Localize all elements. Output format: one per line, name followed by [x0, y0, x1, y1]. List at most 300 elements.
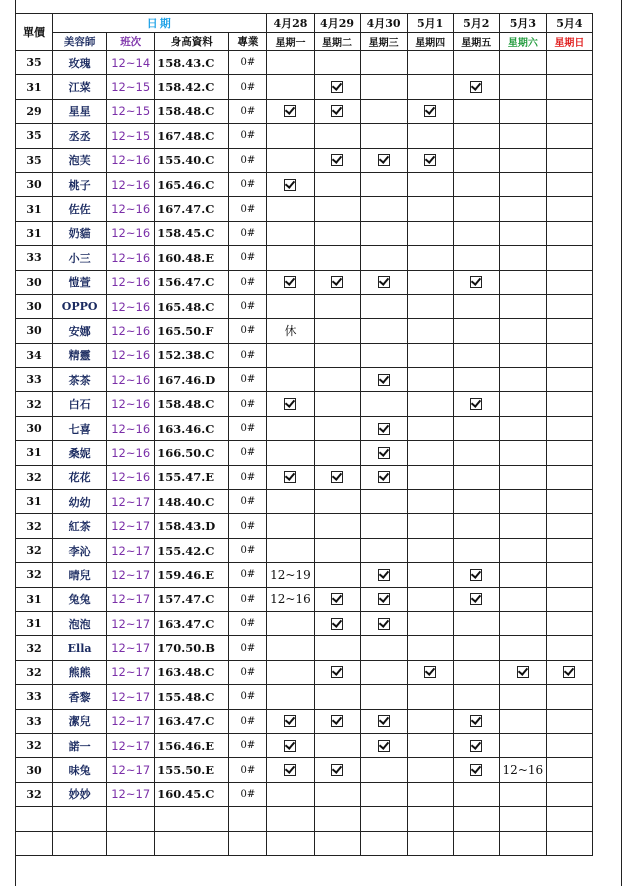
day-cell [314, 733, 360, 757]
day-cell [267, 465, 314, 489]
day-cell [407, 148, 453, 172]
table-row [16, 807, 593, 831]
day-cell [546, 465, 592, 489]
stylist-name-cell: 佐佐 [53, 197, 107, 221]
price-cell: 31 [16, 75, 53, 99]
weekday-header: 星期四 [407, 33, 453, 51]
day-cell [499, 246, 546, 270]
day-cell [407, 270, 453, 294]
checked-box-icon [284, 398, 296, 410]
day-cell [314, 246, 360, 270]
day-cell [314, 514, 360, 538]
body-data-cell: 157.47.C [155, 587, 229, 611]
day-cell [453, 733, 499, 757]
class-cell: 12~16 [107, 172, 155, 196]
class-cell: 12~16 [107, 197, 155, 221]
table-row [16, 782, 593, 806]
day-cell [499, 51, 546, 75]
price-cell: 32 [16, 782, 53, 806]
day-cell [453, 246, 499, 270]
class-cell: 12~16 [107, 392, 155, 416]
price-cell: 30 [16, 172, 53, 196]
class-cell: 12~17 [107, 490, 155, 514]
checked-box-icon [563, 666, 575, 678]
day-cell [499, 807, 546, 831]
day-cell [499, 270, 546, 294]
checked-box-icon [284, 105, 296, 117]
price-cell: 35 [16, 51, 53, 75]
spec-cell: 0# [229, 782, 267, 806]
price-cell: 32 [16, 392, 53, 416]
day-cell [546, 246, 592, 270]
day-cell [453, 563, 499, 587]
day-cell [267, 124, 314, 148]
day-cell [360, 758, 407, 782]
day-cell [267, 197, 314, 221]
spec-cell: 0# [229, 99, 267, 123]
body-data-cell: 160.48.E [155, 246, 229, 270]
day-cell [546, 538, 592, 562]
day-cell [453, 221, 499, 245]
day-cell [360, 392, 407, 416]
stylist-name-cell: 李沁 [53, 538, 107, 562]
spec-cell: 0# [229, 660, 267, 684]
day-cell [360, 465, 407, 489]
day-cell [360, 636, 407, 660]
day-cell [453, 538, 499, 562]
day-cell [360, 319, 407, 343]
spec-cell: 0# [229, 270, 267, 294]
day-cell [407, 465, 453, 489]
day-cell [499, 611, 546, 635]
day-cell [267, 270, 314, 294]
day-cell [314, 636, 360, 660]
day-cell: 休 [267, 319, 314, 343]
checked-box-icon [470, 398, 482, 410]
day-cell [407, 246, 453, 270]
day-cell [314, 831, 360, 855]
class-header: 班次 [107, 33, 155, 51]
day-cell [546, 441, 592, 465]
day-cell [407, 416, 453, 440]
price-cell: 30 [16, 758, 53, 782]
day-cell [267, 807, 314, 831]
checked-box-icon [331, 715, 343, 727]
day-cell [267, 392, 314, 416]
table-row [16, 75, 593, 99]
spec-cell: 0# [229, 294, 267, 318]
table-row [16, 392, 593, 416]
class-cell: 12~17 [107, 587, 155, 611]
checked-box-icon [331, 618, 343, 630]
price-cell: 33 [16, 685, 53, 709]
body-data-cell: 170.50.B [155, 636, 229, 660]
day-cell [314, 99, 360, 123]
stylist-name-cell: Ella [53, 636, 107, 660]
day-cell [267, 368, 314, 392]
day-date-header: 5月4 [546, 14, 592, 33]
day-cell [407, 124, 453, 148]
day-cell [453, 368, 499, 392]
day-cell [546, 270, 592, 294]
spec-cell: 0# [229, 685, 267, 709]
stylist-name-cell: 精靈 [53, 343, 107, 367]
body-data-cell: 158.43.D [155, 514, 229, 538]
day-cell: 12~16 [267, 587, 314, 611]
day-cell [407, 392, 453, 416]
stylist-name-cell: 泡芙 [53, 148, 107, 172]
stylist-name-cell: 星星 [53, 99, 107, 123]
day-cell [267, 709, 314, 733]
day-cell [453, 514, 499, 538]
day-cell [546, 782, 592, 806]
weekday-header-saturday: 星期六 [499, 33, 546, 51]
spec-cell: 0# [229, 343, 267, 367]
price-cell: 32 [16, 636, 53, 660]
day-cell [267, 685, 314, 709]
body-data-cell: 152.38.C [155, 343, 229, 367]
price-cell [16, 807, 53, 831]
spec-cell: 0# [229, 172, 267, 196]
class-cell: 12~16 [107, 148, 155, 172]
day-cell [407, 514, 453, 538]
day-cell [267, 416, 314, 440]
spec-cell: 0# [229, 416, 267, 440]
body-data-cell: 167.46.D [155, 368, 229, 392]
table-row [16, 319, 593, 343]
price-cell: 32 [16, 733, 53, 757]
price-cell: 32 [16, 563, 53, 587]
checked-box-icon [378, 740, 390, 752]
checked-box-icon [284, 471, 296, 483]
day-cell [453, 490, 499, 514]
day-cell [407, 221, 453, 245]
checked-box-icon [470, 715, 482, 727]
day-cell [407, 807, 453, 831]
day-cell [407, 733, 453, 757]
class-cell: 12~16 [107, 465, 155, 489]
stylist-name-cell: 茶茶 [53, 368, 107, 392]
day-cell [267, 148, 314, 172]
class-cell: 12~17 [107, 636, 155, 660]
table-row [16, 587, 593, 611]
day-cell [314, 172, 360, 196]
stylist-name-cell: 泡泡 [53, 611, 107, 635]
price-header: 單價 [16, 14, 53, 51]
body-data-cell: 167.47.C [155, 197, 229, 221]
checked-box-icon [331, 154, 343, 166]
class-cell: 12~16 [107, 319, 155, 343]
day-cell [499, 441, 546, 465]
price-cell: 31 [16, 441, 53, 465]
table-row [16, 99, 593, 123]
day-cell [314, 807, 360, 831]
day-cell [546, 831, 592, 855]
price-cell: 33 [16, 368, 53, 392]
day-cell [546, 51, 592, 75]
day-cell [546, 660, 592, 684]
day-date-header: 5月2 [453, 14, 499, 33]
spec-cell: 0# [229, 75, 267, 99]
checked-box-icon [424, 666, 436, 678]
day-cell [546, 319, 592, 343]
day-cell [314, 685, 360, 709]
day-cell [453, 611, 499, 635]
checked-box-icon [517, 666, 529, 678]
day-cell [267, 831, 314, 855]
checked-box-icon [424, 154, 436, 166]
day-cell [499, 514, 546, 538]
stylist-name-cell: 七喜 [53, 416, 107, 440]
stylist-name-cell: 花花 [53, 465, 107, 489]
day-cell [499, 124, 546, 148]
price-cell: 32 [16, 514, 53, 538]
table-row [16, 636, 593, 660]
day-cell [499, 636, 546, 660]
day-cell [407, 709, 453, 733]
day-cell [499, 831, 546, 855]
weekday-header: 星期三 [360, 33, 407, 51]
weekday-header: 星期二 [314, 33, 360, 51]
day-cell [267, 172, 314, 196]
stylist-name-cell: 香黎 [53, 685, 107, 709]
day-date-header: 5月3 [499, 14, 546, 33]
day-cell [499, 75, 546, 99]
date-header: 日期 [53, 14, 267, 33]
day-cell [407, 587, 453, 611]
spec-cell: 0# [229, 733, 267, 757]
price-cell: 31 [16, 197, 53, 221]
stylist-name-cell: OPPO [53, 294, 107, 318]
day-cell [453, 294, 499, 318]
spec-header: 專業 [229, 33, 267, 51]
table-row [16, 246, 593, 270]
spec-cell: 0# [229, 587, 267, 611]
price-cell: 35 [16, 148, 53, 172]
day-cell [453, 660, 499, 684]
day-cell [407, 172, 453, 196]
day-cell: 12~16 [499, 758, 546, 782]
stylist-header: 美容師 [53, 33, 107, 51]
day-cell [360, 197, 407, 221]
day-cell [407, 197, 453, 221]
day-cell [546, 611, 592, 635]
checked-box-icon [470, 764, 482, 776]
day-cell [453, 465, 499, 489]
spec-cell: 0# [229, 441, 267, 465]
day-cell [453, 685, 499, 709]
day-cell [546, 685, 592, 709]
day-cell [360, 416, 407, 440]
day-cell [407, 831, 453, 855]
table-row [16, 221, 593, 245]
stylist-name-cell: 白石 [53, 392, 107, 416]
body-data-cell: 155.42.C [155, 538, 229, 562]
day-cell [499, 221, 546, 245]
body-data-cell: 165.46.C [155, 172, 229, 196]
class-cell: 12~15 [107, 75, 155, 99]
day-cell [546, 75, 592, 99]
day-cell [360, 124, 407, 148]
day-cell [546, 392, 592, 416]
day-cell [267, 221, 314, 245]
price-cell: 34 [16, 343, 53, 367]
stylist-name-cell: 愷萱 [53, 270, 107, 294]
day-cell [499, 416, 546, 440]
class-cell: 12~15 [107, 124, 155, 148]
stylist-name-cell [53, 831, 107, 855]
table-row [16, 563, 593, 587]
day-cell [407, 660, 453, 684]
day-cell [499, 709, 546, 733]
checked-box-icon [284, 715, 296, 727]
body-data-cell: 148.40.C [155, 490, 229, 514]
checked-box-icon [470, 740, 482, 752]
class-cell: 12~16 [107, 343, 155, 367]
day-cell [267, 246, 314, 270]
checked-box-icon [331, 81, 343, 93]
body-data-cell: 155.40.C [155, 148, 229, 172]
day-cell [360, 807, 407, 831]
checked-box-icon [331, 471, 343, 483]
class-cell: 12~15 [107, 99, 155, 123]
day-cell [546, 416, 592, 440]
day-cell [499, 538, 546, 562]
schedule-body [16, 51, 593, 856]
spec-cell: 0# [229, 392, 267, 416]
checked-box-icon [378, 715, 390, 727]
spec-cell: 0# [229, 709, 267, 733]
day-cell [314, 270, 360, 294]
table-row [16, 465, 593, 489]
stylist-name-cell: 晴兒 [53, 563, 107, 587]
body-data-cell: 159.46.E [155, 563, 229, 587]
spec-cell [229, 831, 267, 855]
checked-box-icon [378, 569, 390, 581]
day-cell [453, 392, 499, 416]
class-cell [107, 807, 155, 831]
day-cell [314, 490, 360, 514]
day-cell [546, 758, 592, 782]
table-row [16, 514, 593, 538]
day-date-header: 5月1 [407, 14, 453, 33]
day-cell [499, 587, 546, 611]
body-data-cell: 160.45.C [155, 782, 229, 806]
price-cell: 30 [16, 294, 53, 318]
day-cell [546, 172, 592, 196]
checked-box-icon [470, 569, 482, 581]
day-cell [499, 563, 546, 587]
body-data-cell: 165.48.C [155, 294, 229, 318]
day-cell [407, 319, 453, 343]
class-cell: 12~17 [107, 758, 155, 782]
day-cell [314, 563, 360, 587]
table-row [16, 733, 593, 757]
stylist-name-cell: 妙妙 [53, 782, 107, 806]
price-cell: 30 [16, 319, 53, 343]
checked-box-icon [378, 374, 390, 386]
spec-cell: 0# [229, 368, 267, 392]
checked-box-icon [284, 179, 296, 191]
day-cell [453, 75, 499, 99]
day-cell [314, 221, 360, 245]
body-data-cell: 155.48.C [155, 685, 229, 709]
body-data-cell: 163.46.C [155, 416, 229, 440]
day-cell [314, 343, 360, 367]
stylist-name-cell: 江菜 [53, 75, 107, 99]
body-data-cell: 163.47.C [155, 611, 229, 635]
day-cell [360, 490, 407, 514]
day-cell [267, 611, 314, 635]
day-cell [499, 368, 546, 392]
stylist-name-cell: 熊熊 [53, 660, 107, 684]
header-row-labels [16, 33, 593, 51]
checked-box-icon [424, 105, 436, 117]
day-cell [546, 368, 592, 392]
day-cell [360, 587, 407, 611]
spec-cell: 0# [229, 221, 267, 245]
day-cell [267, 782, 314, 806]
day-cell [499, 782, 546, 806]
checked-box-icon [378, 423, 390, 435]
price-cell: 31 [16, 490, 53, 514]
class-cell: 12~16 [107, 368, 155, 392]
day-cell [314, 660, 360, 684]
spec-cell: 0# [229, 758, 267, 782]
stylist-name-cell: 小三 [53, 246, 107, 270]
day-cell [453, 319, 499, 343]
class-cell: 12~17 [107, 660, 155, 684]
price-cell: 31 [16, 587, 53, 611]
stylist-name-cell [53, 807, 107, 831]
class-cell: 12~16 [107, 416, 155, 440]
table-row [16, 197, 593, 221]
day-date-header: 4月29 [314, 14, 360, 33]
class-cell: 12~17 [107, 538, 155, 562]
day-cell [360, 782, 407, 806]
day-cell [314, 319, 360, 343]
day-cell [407, 294, 453, 318]
day-cell [453, 441, 499, 465]
class-cell: 12~16 [107, 270, 155, 294]
stylist-name-cell: 味兔 [53, 758, 107, 782]
body-data-cell: 167.48.C [155, 124, 229, 148]
table-row [16, 51, 593, 75]
day-cell [360, 563, 407, 587]
day-cell [360, 221, 407, 245]
day-cell [267, 294, 314, 318]
body-data-cell: 158.43.C [155, 51, 229, 75]
spec-cell [229, 807, 267, 831]
day-cell [453, 587, 499, 611]
checked-box-icon [470, 593, 482, 605]
stylist-name-cell: 幼幼 [53, 490, 107, 514]
day-cell [267, 538, 314, 562]
stylist-name-cell: 兔兔 [53, 587, 107, 611]
stylist-name-cell: 紅茶 [53, 514, 107, 538]
class-cell: 12~17 [107, 782, 155, 806]
table-row [16, 124, 593, 148]
table-row [16, 270, 593, 294]
day-cell [499, 343, 546, 367]
table-row [16, 343, 593, 367]
day-cell [499, 733, 546, 757]
day-cell [360, 294, 407, 318]
day-cell [546, 807, 592, 831]
price-cell: 32 [16, 538, 53, 562]
day-cell [360, 831, 407, 855]
day-cell [267, 441, 314, 465]
